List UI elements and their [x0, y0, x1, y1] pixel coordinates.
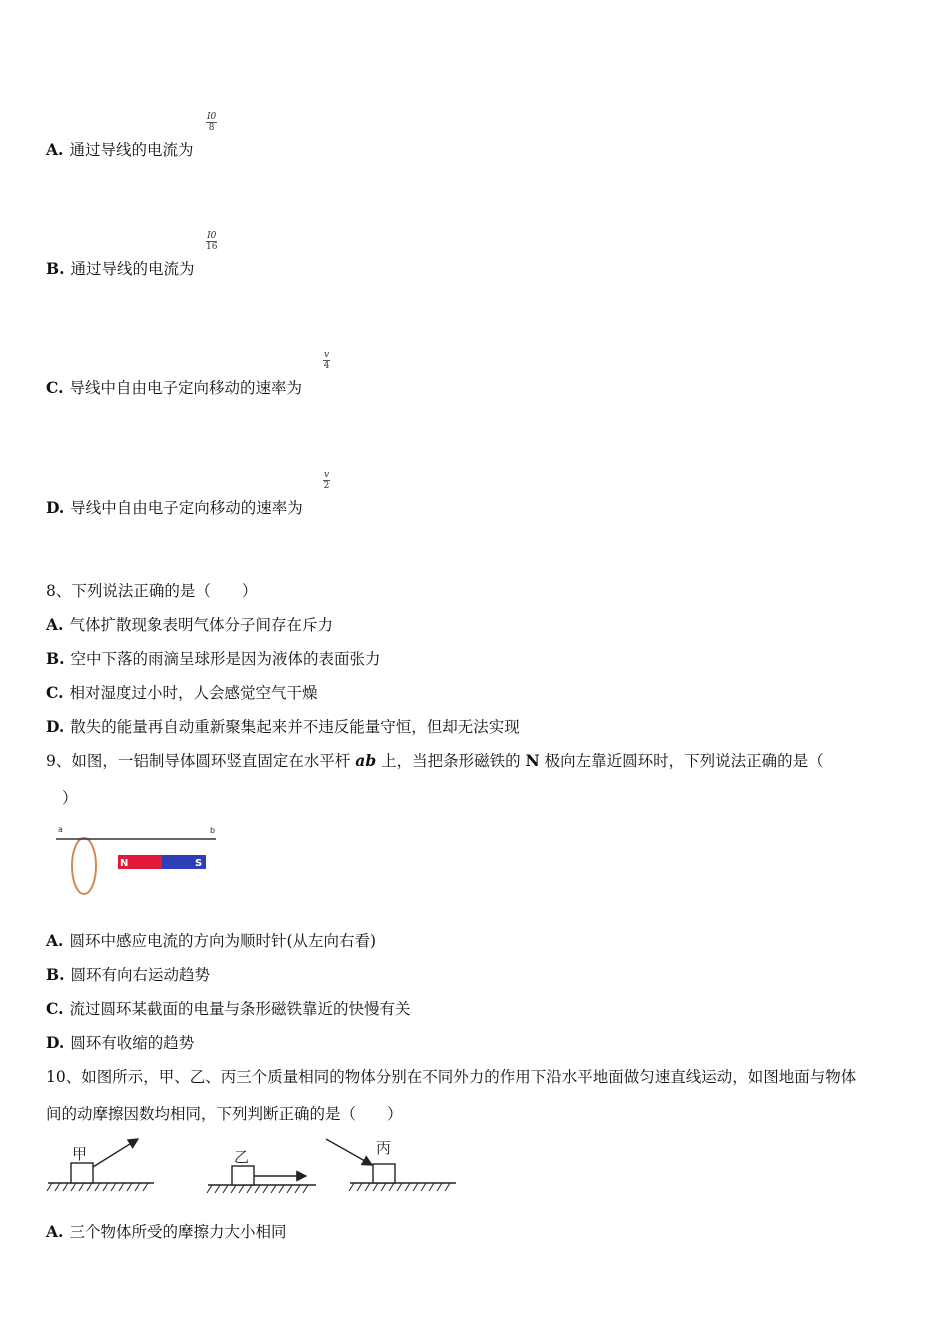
option-label: B.	[46, 649, 65, 668]
label-yi: 乙	[234, 1148, 250, 1166]
block-jia	[71, 1163, 93, 1183]
q9-stem-n: N	[525, 751, 540, 770]
diagram-bing	[326, 1139, 456, 1191]
option-text: 圆环有向右运动趋势	[70, 966, 211, 984]
ground-hatch	[349, 1183, 450, 1191]
option-label: D.	[46, 498, 65, 517]
fraction-denominator: 2	[323, 481, 330, 491]
aluminum-ring	[72, 838, 96, 894]
diagram-jia	[47, 1139, 154, 1191]
magnet-label-n: N	[120, 858, 129, 869]
q9-stem-part: 极向左靠近圆环时，下列说法正确的是（	[539, 752, 824, 770]
option-text: 散失的能量再自动重新聚集起来并不违反能量守恒，但却无法实现	[70, 718, 520, 736]
option-text: 气体扩散现象表明气体分子间存在斥力	[69, 616, 333, 634]
q7-option-a-fraction	[206, 112, 217, 133]
ground-hatch	[47, 1183, 148, 1191]
fraction-numerator: I0	[207, 231, 217, 241]
fraction-denominator: 8	[208, 123, 215, 133]
block-yi	[232, 1166, 254, 1185]
q9-option-d	[46, 1033, 194, 1053]
q9-option-b	[46, 965, 210, 985]
q8-option-a	[46, 615, 333, 635]
rod-label-a: a	[58, 825, 63, 834]
rod-label-b: b	[210, 826, 216, 835]
option-label: A.	[46, 931, 64, 950]
q7-option-a	[46, 140, 193, 160]
q9-stem-part: 9、如图，一铝制导体圆环竖直固定在水平杆	[46, 752, 356, 770]
option-label: B.	[46, 259, 65, 278]
q9-stem	[46, 751, 824, 771]
force-arrow-jia	[93, 1139, 138, 1167]
q9-stem-ab: ab	[355, 751, 377, 770]
q10-stem-line-1: 10、如图所示，甲、乙、丙三个质量相同的物体分别在不同外力的作用下沿水平地面做匀速直线运动，如图地面与物体	[46, 1068, 857, 1086]
option-text: 相对湿度过小时，人会感觉空气干燥	[69, 684, 318, 702]
force-arrow-bing	[326, 1139, 372, 1165]
q7-option-d	[46, 498, 303, 518]
q7-option-c-fraction	[323, 350, 330, 371]
option-text: 通过导线的电流为	[70, 260, 195, 278]
option-text: 导线中自由电子定向移动的速率为	[70, 499, 303, 517]
q7-option-c	[46, 378, 302, 398]
fraction-numerator: v	[324, 470, 330, 480]
q9-stem-part: 上，当把条形磁铁的	[376, 752, 526, 770]
option-text: 通过导线的电流为	[69, 141, 194, 159]
diagram-yi	[207, 1148, 316, 1193]
option-label: A.	[46, 140, 64, 159]
q8-option-b	[46, 649, 381, 669]
option-label: B.	[46, 965, 65, 984]
option-text: 流过圆环某截面的电量与条形磁铁靠近的快慢有关	[69, 1000, 411, 1018]
option-label: A.	[46, 615, 64, 634]
option-text: 三个物体所受的摩擦力大小相同	[69, 1223, 287, 1241]
label-jia: 甲	[72, 1145, 88, 1163]
label-bing: 丙	[376, 1139, 392, 1157]
option-label: C.	[46, 683, 64, 702]
q10-stem-line-2: 间的动摩擦因数均相同，下列判断正确的是（ ）	[46, 1105, 403, 1123]
ground-hatch	[207, 1185, 308, 1193]
q8-stem: 8、下列说法正确的是（ ）	[46, 582, 258, 600]
q7-option-b-fraction	[206, 231, 217, 252]
option-label: D.	[46, 1033, 65, 1052]
option-label: C.	[46, 999, 64, 1018]
option-text: 空中下落的雨滴呈球形是因为液体的表面张力	[70, 650, 381, 668]
block-bing	[373, 1164, 395, 1183]
option-text: 圆环有收缩的趋势	[70, 1034, 195, 1052]
option-label: D.	[46, 717, 65, 736]
fraction-numerator: v	[324, 350, 330, 360]
q8-option-c	[46, 683, 317, 703]
q7-option-b	[46, 259, 195, 279]
option-text: 导线中自由电子定向移动的速率为	[69, 379, 302, 397]
fraction-denominator: 16	[206, 242, 218, 252]
q8-option-d	[46, 717, 520, 737]
q7-option-d-fraction	[323, 470, 330, 491]
option-label: C.	[46, 378, 64, 397]
q9-figure	[52, 822, 222, 900]
fraction-numerator: I0	[207, 112, 217, 122]
q9-option-c	[46, 999, 410, 1019]
fraction-denominator: 4	[323, 361, 330, 371]
magnet-label-s: S	[195, 858, 203, 869]
q10-figure	[44, 1133, 460, 1199]
q9-stem-end: ）	[62, 789, 78, 807]
q9-option-a	[46, 931, 376, 951]
q10-option-a	[46, 1222, 286, 1242]
option-text: 圆环中感应电流的方向为顺时针(从左向右看)	[69, 932, 377, 950]
option-label: A.	[46, 1222, 64, 1241]
